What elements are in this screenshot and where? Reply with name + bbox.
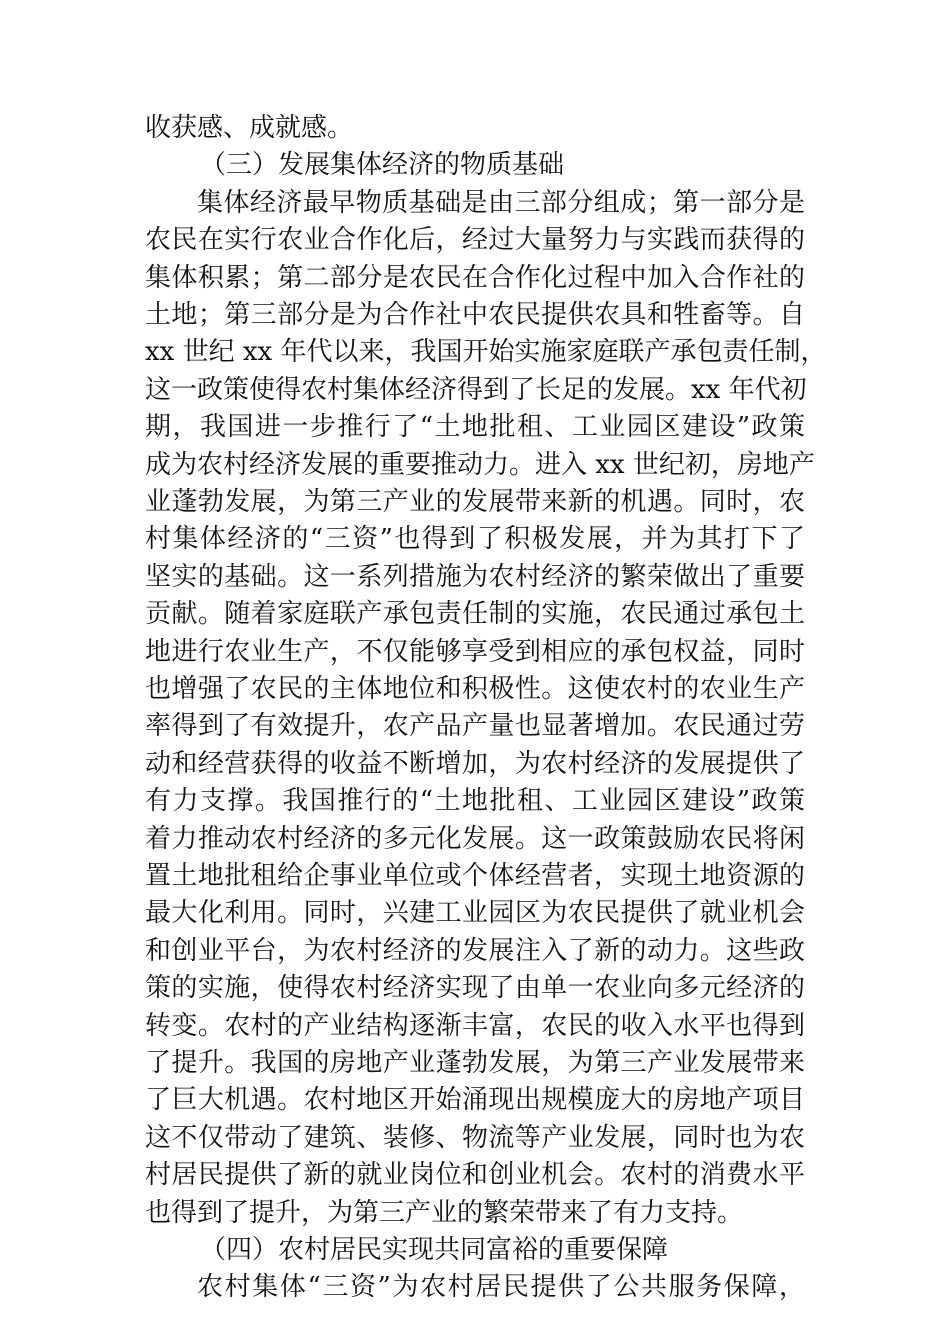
paragraph-line: 这一政策使得农村集体经济得到了长足的发展。xx 年代初 bbox=[145, 375, 807, 405]
paragraph-line: 集体积累；第二部分是农民在合作化过程中加入合作社的 bbox=[145, 263, 805, 293]
paragraph-line: 策的实施，使得农村经济实现了由单一农业向多元经济的 bbox=[145, 973, 805, 1003]
paragraph-line: 地进行农业生产，不仅能够享受到相应的承包权益，同时 bbox=[145, 637, 805, 667]
paragraph-line: 也得到了提升，为第三产业的繁荣带来了有力支持。 bbox=[145, 1198, 744, 1228]
paragraph-line: xx 世纪 xx 年代以来，我国开始实施家庭联产承包责任制， bbox=[145, 337, 827, 367]
section-heading: （三）发展集体经济的物质基础 bbox=[200, 150, 565, 180]
paragraph-line: 置土地批租给企事业单位或个体经营者，实现土地资源的 bbox=[145, 861, 805, 891]
paragraph-line: 有力支撑。我国推行的“土地批租、工业园区建设”政策 bbox=[145, 786, 805, 816]
paragraph-line: 这不仅带动了建筑、装修、物流等产业发展，同时也为农 bbox=[145, 1123, 805, 1153]
section-heading: （四）农村居民实现共同富裕的重要保障 bbox=[200, 1235, 669, 1265]
paragraph-line: 动和经营获得的收益不断增加，为农村经济的发展提供了 bbox=[145, 749, 805, 779]
paragraph-line: 农村集体“三资”为农村居民提供了公共服务保障， bbox=[197, 1272, 805, 1302]
paragraph-line: 和创业平台，为农村经济的发展注入了新的动力。这些政 bbox=[145, 936, 805, 966]
paragraph-line: 了提升。我国的房地产业蓬勃发展，为第三产业发展带来 bbox=[145, 1048, 805, 1078]
paragraph-line: 收获感、成就感。 bbox=[145, 113, 354, 143]
paragraph-line: 村集体经济的“三资”也得到了积极发展，并为其打下了 bbox=[145, 524, 805, 554]
paragraph-line: 也增强了农民的主体地位和积极性。这使农村的农业生产 bbox=[145, 674, 805, 704]
paragraph-line: 了巨大机遇。农村地区开始涌现出规模庞大的房地产项目 bbox=[145, 1085, 805, 1115]
paragraph-line: 率得到了有效提升，农产品产量也显著增加。农民通过劳 bbox=[145, 711, 805, 741]
paragraph-line: 贡献。随着家庭联产承包责任制的实施，农民通过承包土 bbox=[145, 599, 805, 629]
paragraph-line: 集体经济最早物质基础是由三部分组成；第一部分是 bbox=[197, 188, 805, 218]
paragraph-line: 坚实的基础。这一系列措施为农村经济的繁荣做出了重要 bbox=[145, 562, 805, 592]
paragraph-line: 最大化利用。同时，兴建工业园区为农民提供了就业机会 bbox=[145, 898, 805, 928]
paragraph-line: 着力推动农村经济的多元化发展。这一政策鼓励农民将闲 bbox=[145, 824, 805, 854]
paragraph-line: 成为农村经济发展的重要推动力。进入 xx 世纪初，房地产 bbox=[145, 450, 815, 480]
paragraph-line: 期，我国进一步推行了“土地批租、工业园区建设”政策 bbox=[145, 412, 805, 442]
paragraph-line: 村居民提供了新的就业岗位和创业机会。农村的消费水平 bbox=[145, 1160, 805, 1190]
paragraph-line: 转变。农村的产业结构逐渐丰富，农民的收入水平也得到 bbox=[145, 1011, 805, 1041]
paragraph-line: 业蓬勃发展，为第三产业的发展带来新的机遇。同时，农 bbox=[145, 487, 805, 517]
paragraph-line: 土地；第三部分是为合作社中农民提供农具和牲畜等。自 bbox=[145, 300, 805, 330]
paragraph-line: 农民在实行农业合作化后，经过大量努力与实践而获得的 bbox=[145, 225, 805, 255]
